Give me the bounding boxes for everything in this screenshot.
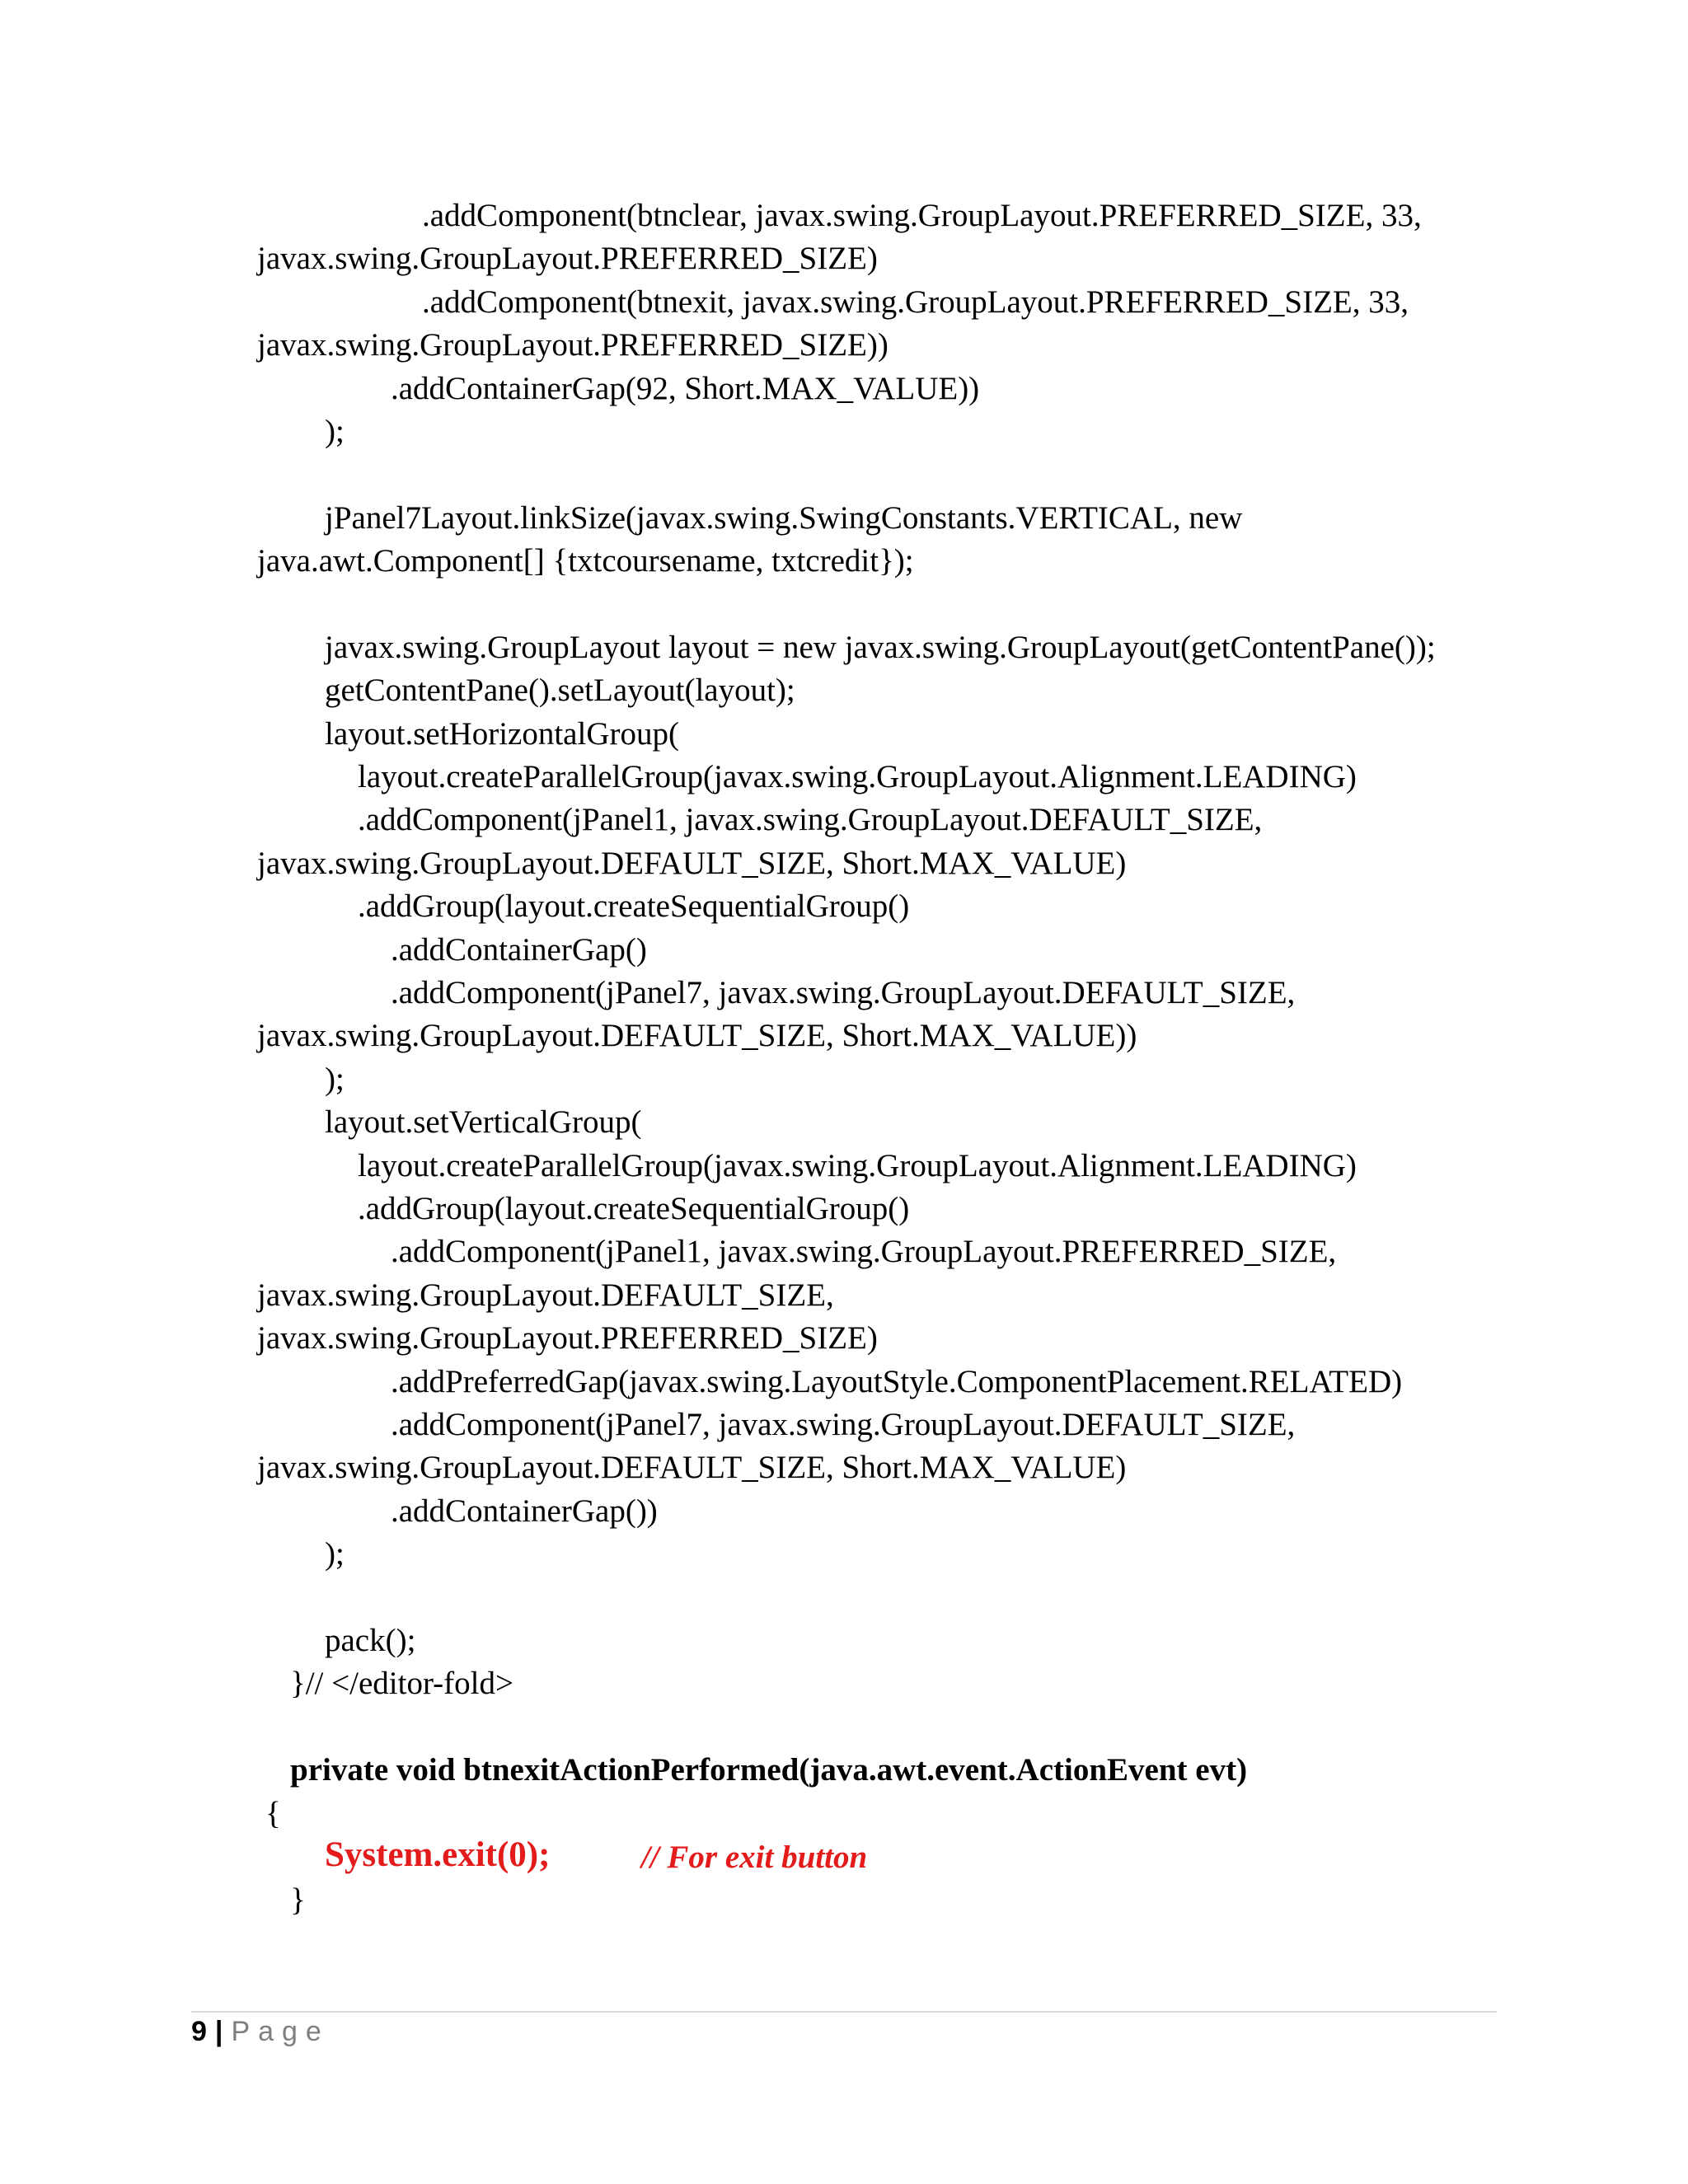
code-line: .addContainerGap()): [391, 1493, 658, 1529]
code-line: layout.setVerticalGroup(: [325, 1104, 642, 1140]
code-line: .addComponent(jPanel7, javax.swing.GroupLayout.DEFAULT_SIZE,: [391, 1407, 1296, 1442]
code-line: javax.swing.GroupLayout.PREFERRED_SIZE): [257, 1320, 878, 1356]
code-line: );: [325, 1536, 345, 1572]
exit-statement: System.exit(0);: [325, 1835, 551, 1874]
code-line: javax.swing.GroupLayout.DEFAULT_SIZE, Short.MAX_VALUE)): [257, 1018, 1137, 1053]
code-line: .addGroup(layout.createSequentialGroup(): [358, 1191, 910, 1226]
code-line: pack();: [325, 1623, 416, 1658]
page-label: Page: [231, 2016, 330, 2047]
code-line: .addComponent(jPanel7, javax.swing.GroupLayout.DEFAULT_SIZE,: [391, 975, 1296, 1010]
code-line: .addComponent(jPanel1, javax.swing.GroupLayout.PREFERRED_SIZE,: [391, 1234, 1337, 1269]
code-line: }: [290, 1882, 306, 1918]
exit-comment: // For exit button: [641, 1840, 868, 1875]
code-line: .addComponent(btnexit, javax.swing.GroupLayout.PREFERRED_SIZE, 33,: [422, 284, 1409, 320]
footer-divider: [191, 2011, 1497, 2013]
code-line: layout.setHorizontalGroup(: [325, 716, 679, 752]
code-line: .addContainerGap(): [391, 932, 647, 968]
code-line: .addComponent(jPanel1, javax.swing.GroupLayout.DEFAULT_SIZE,: [358, 802, 1263, 837]
code-line: }// </editor-fold>: [290, 1666, 513, 1701]
code-line: javax.swing.GroupLayout layout = new javax.swing.GroupLayout(getContentPane());: [325, 630, 1436, 665]
code-line: getContentPane().setLayout(layout);: [325, 673, 795, 708]
code-line: java.awt.Component[] {txtcoursename, txtcredit});: [257, 543, 914, 579]
code-line: jPanel7Layout.linkSize(javax.swing.SwingConstants.VERTICAL, new: [325, 500, 1243, 536]
code-line: );: [325, 414, 345, 449]
code-line: javax.swing.GroupLayout.DEFAULT_SIZE, Short.MAX_VALUE): [257, 1450, 1127, 1485]
code-line: .addComponent(btnclear, javax.swing.GroupLayout.PREFERRED_SIZE, 33,: [422, 198, 1422, 233]
page-number: 9: [191, 2016, 207, 2047]
code-line: javax.swing.GroupLayout.DEFAULT_SIZE, Short.MAX_VALUE): [257, 846, 1127, 881]
footer-separator: |: [214, 2016, 223, 2047]
method-signature: private void btnexitActionPerformed(java.awt.event.ActionEvent evt): [290, 1752, 1248, 1788]
code-line: javax.swing.GroupLayout.PREFERRED_SIZE): [257, 241, 878, 276]
code-line: layout.createParallelGroup(javax.swing.GroupLayout.Alignment.LEADING): [358, 759, 1357, 794]
code-line: .addGroup(layout.createSequentialGroup(): [358, 888, 910, 924]
code-line: javax.swing.GroupLayout.PREFERRED_SIZE)): [257, 327, 889, 363]
code-line: .addPreferredGap(javax.swing.LayoutStyle.ComponentPlacement.RELATED): [391, 1364, 1403, 1399]
code-line: {: [265, 1796, 281, 1831]
code-line: .addContainerGap(92, Short.MAX_VALUE)): [391, 371, 980, 406]
code-line: javax.swing.GroupLayout.DEFAULT_SIZE,: [257, 1277, 834, 1313]
code-line: layout.createParallelGroup(javax.swing.GroupLayout.Alignment.LEADING): [358, 1148, 1357, 1183]
page-footer: [191, 2016, 330, 2048]
code-line: );: [325, 1062, 345, 1097]
